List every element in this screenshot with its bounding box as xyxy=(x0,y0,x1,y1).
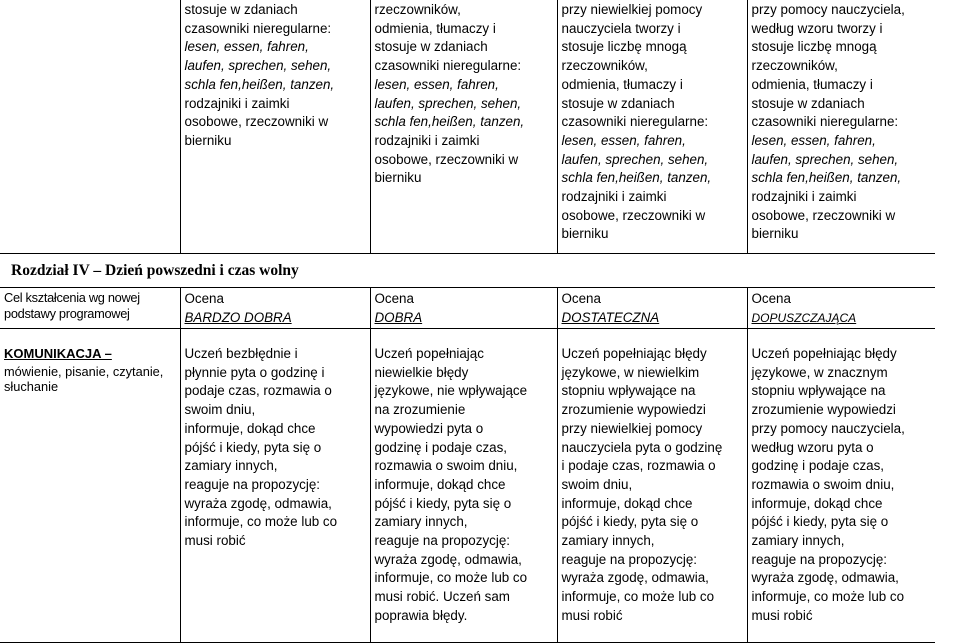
top-cell-tail: rodzajniki i zaimki osobowe, rzeczowniki w bierniku xyxy=(184,95,329,148)
top-cell-tail: rodzajniki i zaimki osobowe, rzeczowniki w bierniku xyxy=(751,189,896,242)
header-grade-good xyxy=(370,288,557,329)
grade-label: Ocena xyxy=(184,291,224,306)
cell-sufficient: Uczeń popełniając błędy językowe, w niewielkim stopniu wpływające na zrozumienie wypowiedzi przy niewielkiej pomocy nauczyciela pyta o godzinę i podaje czas, rozmawia o swoim dniu, informuje, dokąd chce pójść i kiedy, pyta się o zamiary innych, reaguje na propozycję: wyraża zgodę, odmawia, informuje, co może lub co musi robić xyxy=(557,329,747,643)
table-header-row xyxy=(0,288,935,329)
grade-name: DOSTATECZNA xyxy=(561,309,660,325)
top-cell-verbs: lesen, essen, fahren, laufen, sprechen, sehen, schla fen,heißen, tanzen, xyxy=(561,132,712,186)
top-cell-acceptable xyxy=(747,0,935,254)
top-cell-text: stosuje w zdaniach czasowniki nieregularne: xyxy=(184,2,332,36)
grade-label: Ocena xyxy=(751,291,791,306)
top-cell-tail: rodzajniki i zaimki osobowe, rzeczowniki w bierniku xyxy=(561,189,706,242)
top-cell-very-good xyxy=(180,0,370,254)
cell-very-good: Uczeń bezbłędnie i płynnie pyta o godzinę i podaje czas, rozmawia o swoim dniu, informuje, dokąd chce pójść i kiedy, pyta się o zamiary innych, reaguje na propozycję: wyraża zgodę, odmawia, informuje, co może lub co musi robić xyxy=(180,329,370,643)
grade-name: DOBRA xyxy=(374,309,423,325)
table-row xyxy=(0,329,935,643)
top-cell-verbs: lesen, essen, fahren, laufen, sprechen, sehen, schla fen,heißen, tanzen, xyxy=(374,76,525,130)
grade-label: Ocena xyxy=(374,291,414,306)
grade-label: Ocena xyxy=(561,291,601,306)
top-cell-text: przy niewielkiej pomocy nauczyciela tworzy i stosuje liczbę mnogą rzeczowników, odmienia, tłumaczy i stosuje w zdaniach czasowniki nieregularne: xyxy=(561,2,709,130)
header-grade-acceptable xyxy=(747,288,935,329)
top-empty-cell xyxy=(0,0,180,254)
top-cell-verbs: lesen, essen, fahren, laufen, sprechen, sehen, schla fen,heißen, tanzen, xyxy=(184,39,335,92)
header-grade-sufficient xyxy=(557,288,747,329)
category-skills: mówienie, pisanie, czytanie, słuchanie xyxy=(4,363,164,395)
grade-name: DOPUSZCZAJĄCA xyxy=(751,310,857,325)
top-cell-sufficient xyxy=(557,0,747,254)
top-cell-text: rzeczowników, odmienia, tłumaczy i stosuje w zdaniach czasowniki nieregularne: xyxy=(374,2,522,74)
header-goal: Cel kształcenia wg nowej podstawy programowej xyxy=(0,288,180,329)
top-cell-text: przy pomocy nauczyciela, według wzoru tworzy i stosuje liczbę mnogą rzeczowników, odmienia, tłumaczy i stosuje w zdaniach czasowniki nieregularne: xyxy=(751,2,905,130)
category-cell xyxy=(0,329,180,643)
cell-acceptable: Uczeń popełniając błędy językowe, w znacznym stopniu wpływające na zrozumienie wypowiedzi przy pomocy nauczyciela, według wzoru pyta o godzinę i podaje czas, rozmawia o swoim dniu, informuje, dokąd chce pójść i kiedy, pyta się o zamiary innych, reaguje na propozycję: wyraża zgodę, odmawia, informuje, co może lub co musi robić xyxy=(747,329,935,643)
grading-table xyxy=(0,287,935,643)
section-title: Rozdział IV – Dzień powszedni i czas wolny xyxy=(11,262,299,279)
header-grade-very-good xyxy=(180,288,370,329)
top-cell-verbs: lesen, essen, fahren, laufen, sprechen, sehen, schla fen,heißen, tanzen, xyxy=(751,132,902,186)
top-criteria-table xyxy=(0,0,935,254)
top-cell-good xyxy=(370,0,557,254)
cell-good: Uczeń popełniając niewielkie błędy językowe, nie wpływające na zrozumienie wypowiedzi pyta o godzinę i podaje czas, rozmawia o swoim dniu, informuje, dokąd chce pójść i kiedy, pyta się o zamiary innych, reaguje na propozycję: wyraża zgodę, odmawia, informuje, co może lub co musi robić. Uczeń sam poprawia błędy. xyxy=(370,329,557,643)
grade-name: BARDZO DOBRA xyxy=(184,309,292,325)
category-title: KOMUNIKACJA – xyxy=(4,346,112,361)
top-cell-tail: rodzajniki i zaimki osobowe, rzeczowniki w bierniku xyxy=(374,132,519,186)
